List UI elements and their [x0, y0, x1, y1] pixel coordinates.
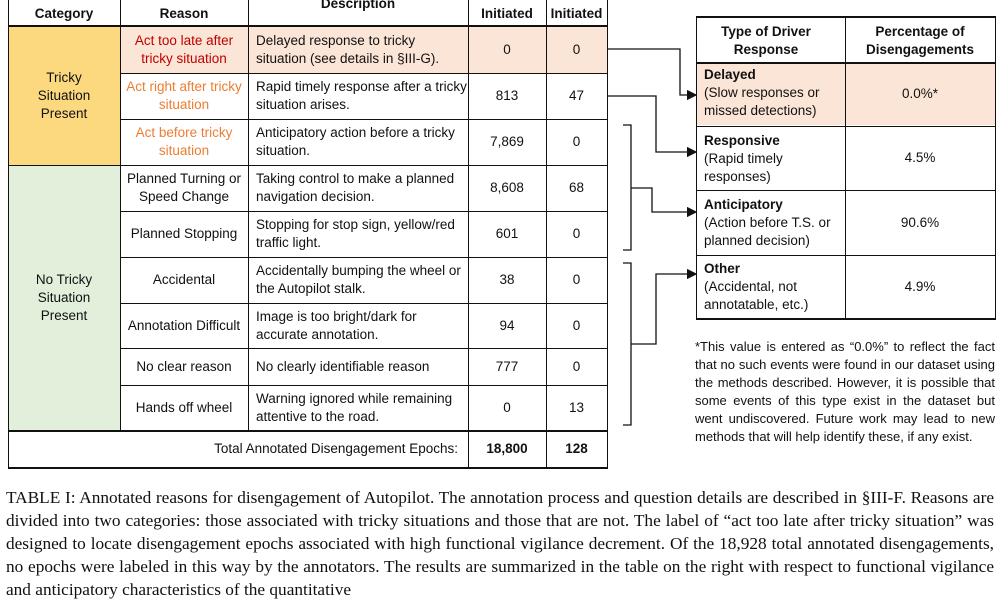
- header-category: Category: [34, 6, 94, 21]
- total-initiated-b: 128: [565, 441, 588, 456]
- summary-rule: [696, 16, 996, 18]
- description-cell: No clearly identifiable reason: [256, 358, 430, 374]
- summary-pct-cell: 4.9%: [904, 279, 936, 294]
- arrow-other: [631, 274, 696, 344]
- summary-type-title: Anticipatory: [704, 197, 783, 212]
- header-description: Description: [320, 0, 396, 11]
- initiated-a-cell: 8,608: [490, 180, 524, 195]
- reason-cell: Planned Stopping: [130, 226, 238, 241]
- summary-rule: [696, 126, 996, 127]
- initiated-b-cell: 0: [572, 272, 581, 287]
- reason-cell: Annotation Difficult: [127, 317, 241, 333]
- description-cell: Taking control to make a planned navigation decision.: [256, 171, 455, 204]
- summary-pct-cell: 0.0%*: [901, 86, 939, 101]
- reason-cell: Act right after tricky situation: [126, 79, 242, 112]
- summary-type-title: Other: [704, 261, 741, 276]
- initiated-a-cell: 7,869: [490, 134, 524, 149]
- summary-header-pct: Percentage of Disengagements: [865, 23, 975, 57]
- summary-type-cell: [704, 66, 844, 120]
- table-caption: TABLE I: Annotated reasons for disengagement of Autopilot. The annotation process and question details are described in §III-F. Reasons are divided into two categories: those associated with tricky situations and those that are not. The label of “act too late after tricky situation” was designed to locate disengagement epochs associated with high functional vigilance decrement. Of the 18,928 total annotated disengagements, no epochs were labeled in this way by the annotators. The results are summarized in the table on the right with respect to functional vigilance and anticipatory characteristics of the quantitative: [6, 488, 994, 599]
- initiated-a-cell: 0: [503, 41, 511, 57]
- summary-type-cell: [704, 196, 844, 250]
- initiated-b-cell: 47: [568, 88, 585, 103]
- initiated-b-cell: 68: [568, 180, 585, 195]
- initiated-b-cell: 0: [572, 317, 581, 333]
- summary-type-sub: (Action before T.S. or planned decision): [704, 215, 831, 248]
- initiated-a-cell: 0: [503, 400, 511, 415]
- summary-type-sub: (Rapid timely responses): [704, 151, 783, 184]
- description-cell: Image is too bright/dark for accurate annotation.: [256, 308, 417, 342]
- initiated-b-cell: 0: [572, 358, 581, 374]
- header-initiated-b: Initiated: [550, 6, 603, 21]
- description-cell: Warning ignored while remaining attentive to the road.: [256, 391, 453, 424]
- initiated-a-cell: 94: [499, 317, 515, 333]
- summary-rule: [696, 255, 996, 256]
- summary-pct-cell: 90.6%: [900, 215, 940, 230]
- summary-type-title: Delayed: [704, 67, 756, 82]
- header-initiated-a: Initiated: [481, 6, 533, 21]
- summary-pct-cell: 4.5%: [904, 150, 936, 165]
- initiated-a-cell: 777: [495, 358, 519, 374]
- description-cell: Anticipatory action before a tricky situation.: [256, 125, 455, 158]
- summary-rule: [696, 16, 697, 320]
- total-label: Total Annotated Disengagement Epochs:: [214, 441, 458, 456]
- summary-rule: [696, 318, 996, 320]
- reason-cell: Accidental: [152, 272, 216, 287]
- description-cell: Accidentally bumping the wheel or the Autopilot stalk.: [256, 263, 461, 296]
- arrow-responsive: [608, 96, 696, 152]
- summary-rule: [995, 16, 996, 320]
- summary-header-type: Type of Driver Response: [721, 23, 811, 57]
- reason-cell: Act before tricky situation: [135, 125, 233, 158]
- description-cell: Rapid timely response after a tricky situation arises.: [256, 79, 467, 112]
- summary-type-sub: (Accidental, not annotatable, etc.): [704, 279, 809, 312]
- summary-type-title: Responsive: [704, 133, 780, 148]
- category-tricky: Tricky Situation Present: [37, 69, 91, 121]
- reason-cell: Hands off wheel: [135, 400, 233, 415]
- reason-cell: Act too late after tricky situation: [134, 32, 234, 66]
- summary-type-cell: [704, 132, 844, 186]
- initiated-a-cell: 813: [495, 88, 519, 103]
- arrow-delayed: [608, 49, 696, 95]
- arrow-anticipatory: [631, 188, 696, 212]
- initiated-b-cell: 0: [572, 41, 581, 57]
- reason-cell: Planned Turning or Speed Change: [126, 171, 242, 204]
- total-initiated-a: 18,800: [486, 441, 528, 456]
- summary-rule: [696, 190, 996, 191]
- bracket-anticipatory: [623, 125, 631, 250]
- initiated-a-cell: 601: [495, 226, 519, 241]
- reason-cell: No clear reason: [136, 358, 232, 374]
- header-reason: Reason: [159, 6, 209, 21]
- description-cell: Delayed response to tricky situation (see details in §III-G).: [256, 32, 440, 66]
- summary-rule: [696, 62, 996, 64]
- summary-type-cell: [704, 260, 844, 314]
- footnote: *This value is entered as “0.0%” to reflect the fact that no such events were found in our dataset using the methods described. However, it is possible that some events of this type exist in the dataset but went undiscovered. Future work may lead to new methods that will help identify these, if any exist.: [695, 339, 995, 444]
- initiated-b-cell: 0: [572, 226, 581, 241]
- summary-type-sub: (Slow responses or missed detections): [704, 85, 820, 118]
- category-no-tricky: No Tricky Situation Present: [35, 272, 93, 323]
- description-cell: Stopping for stop sign, yellow/red traffic light.: [256, 217, 455, 250]
- summary-rule: [845, 16, 846, 320]
- initiated-b-cell: 0: [572, 134, 581, 149]
- initiated-b-cell: 13: [568, 400, 585, 415]
- initiated-a-cell: 38: [499, 272, 515, 287]
- bracket-other: [623, 263, 631, 425]
